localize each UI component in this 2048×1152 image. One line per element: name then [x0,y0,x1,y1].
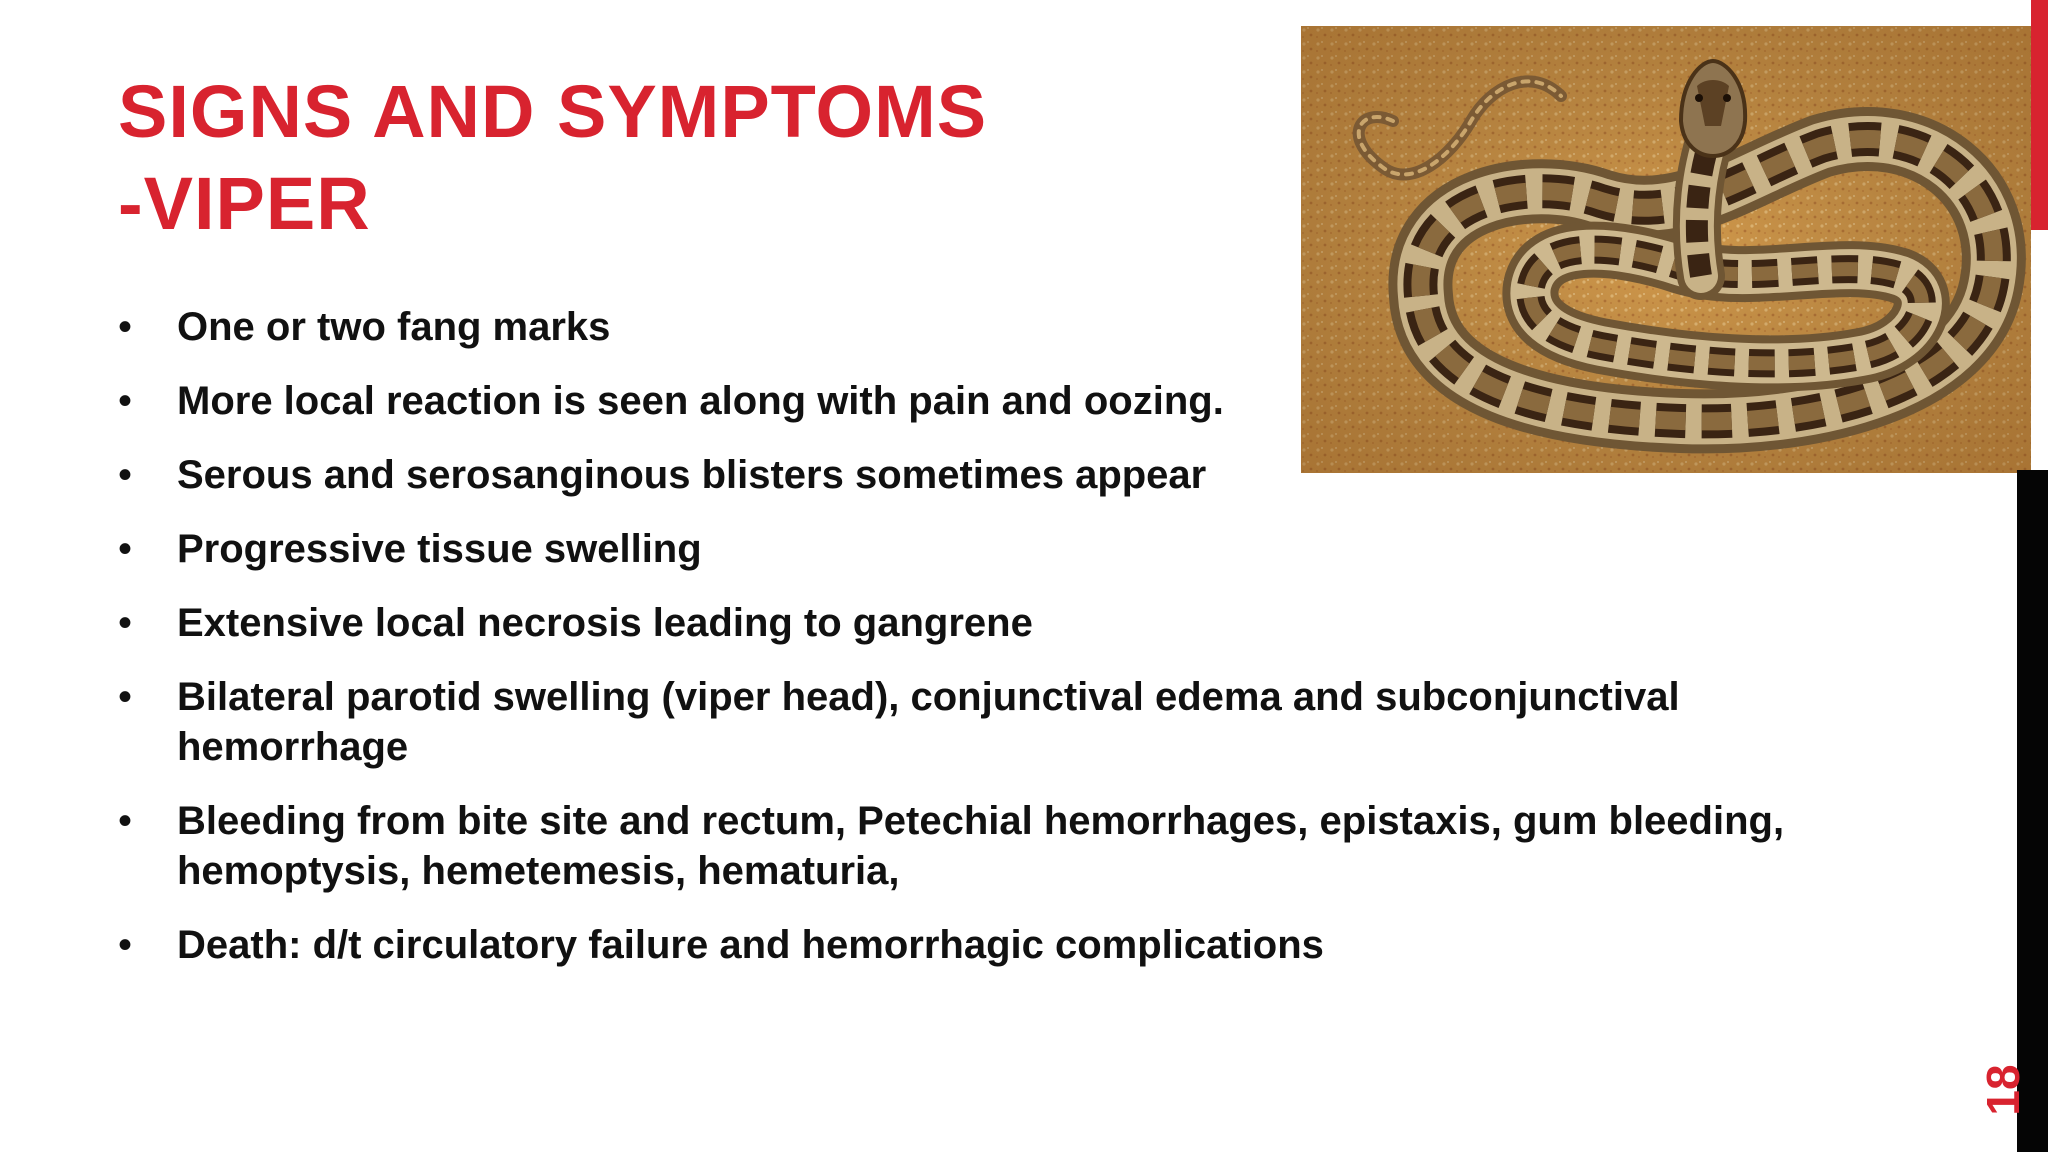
bullet-text: Bilateral parotid swelling (viper head), conjunctival edema and subconjunctival hemorrhage [177,675,1680,769]
bullet-text: Death: d/t circulatory failure and hemorrhagic complications [177,923,1324,967]
bullet-item [118,524,1818,574]
bullet-text: Progressive tissue swelling [177,527,702,571]
bullet-glyph: • [118,527,133,571]
bullet-glyph: • [118,799,133,843]
bullet-text: More local reaction is seen along with pain and oozing. [177,379,1224,423]
viper-illustration [1301,26,2031,473]
bullet-text: Extensive local necrosis leading to gangrene [177,601,1033,645]
bullet-glyph: • [118,379,133,423]
bullet-item [118,920,1818,970]
bullet-item [118,598,1818,648]
page-number: 18 [1977,1064,2029,1116]
slide-title [118,66,987,250]
title-line-1: SIGNS AND SYMPTOMS [118,70,988,153]
bullet-item [118,796,1818,896]
bullet-glyph: • [118,601,133,645]
bullet-text: Serous and serosanginous blisters sometimes appear [177,453,1207,497]
bullet-glyph: • [118,923,133,967]
bullet-text: One or two fang marks [177,305,611,349]
bullet-text: Bleeding from bite site and rectum, Petechial hemorrhages, epistaxis, gum bleeding, hemoptysis, hemetemesis, hematuria, [177,799,1785,893]
bullet-glyph: • [118,453,133,497]
title-line-2: -VIPER [118,162,371,245]
viper-photo [1301,26,2031,473]
bullet-item [118,672,1818,772]
bullet-glyph: • [118,305,133,349]
accent-bar-red [2031,0,2048,230]
bullet-glyph: • [118,675,133,719]
